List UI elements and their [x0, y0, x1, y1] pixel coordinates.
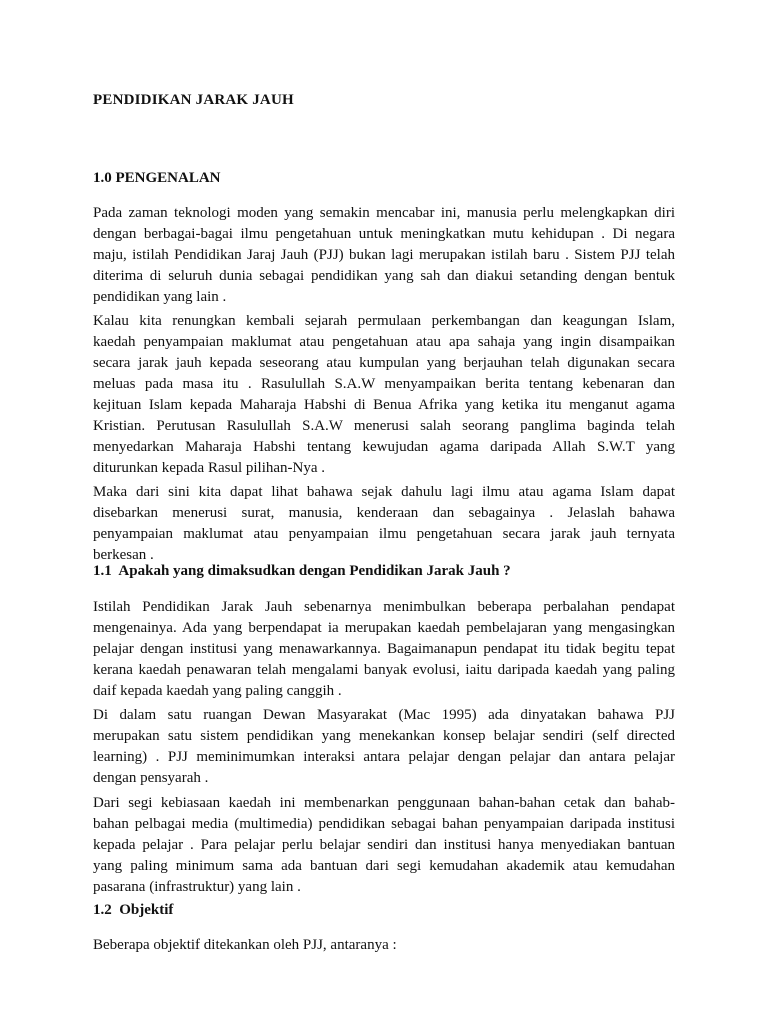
text-line: mengenainya. Ada yang berpendapat ia merupakan kaedah pembelajaran yang mengasingkan	[93, 620, 675, 636]
text-line: pelajar dengan institusi yang menawarkannya. Bagaimanapun pendapat itu tidak begitu tepat	[93, 641, 675, 657]
text-line: berkesan .	[93, 547, 154, 563]
paragraph-intro-2	[93, 311, 675, 479]
text-line: kaedah penyampaian maklumat atau pengetahuan atau apa sahaja yang ingin disampaikan	[93, 334, 675, 350]
paragraph-intro-3	[93, 482, 675, 566]
text-line: Di dalam satu ruangan Dewan Masyarakat (Mac 1995) ada dinyatakan bahawa PJJ	[93, 707, 675, 723]
paragraph-definition-3	[93, 793, 675, 898]
text-line: dengan pensyarah .	[93, 770, 209, 786]
text-line: diterima di seluruh dunia sebagai pendidikan yang sah dan diakui setanding dengan bentuk	[93, 268, 675, 284]
text-line: dengan berbagai-bagai ilmu pengetahuan untuk meningkatkan mutu kehidupan . Di negara	[93, 226, 675, 242]
paragraph-intro-1	[93, 203, 675, 308]
text-line: bahan pelbagai media (multimedia) pendidikan sebagai bahan penyampaian daripada institusi	[93, 816, 675, 832]
text-line: Beberapa objektif ditekankan oleh PJJ, antaranya :	[93, 937, 397, 953]
section-heading-1-1: 1.1 Apakah yang dimaksudkan dengan Pendidikan Jarak Jauh ?	[93, 563, 511, 579]
text-line: menyedarkan Maharaja Habshi tentang kewujudan agama daripada Allah S.W.T yang	[93, 439, 675, 455]
text-line: Kalau kita renungkan kembali sejarah permulaan perkembangan dan keagungan Islam,	[93, 313, 675, 329]
text-line: merupakan satu sistem pendidikan yang menekankan konsep belajar sendiri (self directed	[93, 728, 675, 744]
section-heading-1-2: 1.2 Objektif	[93, 902, 174, 918]
document-title: PENDIDIKAN JARAK JAUH	[93, 92, 294, 108]
text-line: diturunkan kepada Rasul pilihan-Nya .	[93, 460, 326, 476]
text-line: daif kepada kaedah yang paling canggih .	[93, 683, 342, 699]
text-line: Kristian. Perutusan Rasulullah S.A.W menerusi salah seorang panglima baginda telah	[93, 418, 675, 434]
text-line: yang paling minimum sama ada bantuan dari segi kemudahan akademik atau kemudahan	[93, 858, 675, 874]
text-line: learning) . PJJ meminimumkan interaksi antara pelajar dengan pelajar dan antara pelajar	[93, 749, 675, 765]
text-line: kerana kaedah penawaran telah mengalami banyak evolusi, iaitu daripada kaedah yang paling	[93, 662, 675, 678]
text-line: maju, istilah Pendidikan Jaraj Jauh (PJJ) bukan lagi merupakan istilah baru . Sistem PJJ telah	[93, 247, 675, 263]
text-line: Istilah Pendidikan Jarak Jauh sebenarnya menimbulkan beberapa perbalahan pendapat	[93, 599, 675, 615]
text-line: meluas pada masa itu . Rasulullah S.A.W menyampaikan berita tentang kebenaran dan	[93, 376, 675, 392]
text-line: kepada pelajar . Para pelajar perlu belajar sendiri dan institusi hanya menyediakan bantuan	[93, 837, 675, 853]
paragraph-definition-1	[93, 597, 675, 702]
section-heading-pengenalan: 1.0 PENGENALAN	[93, 170, 221, 186]
paragraph-definition-2	[93, 705, 675, 789]
text-line: kejituan Islam kepada Maharaja Habshi di Benua Afrika yang ketika itu menganut agama	[93, 397, 675, 413]
text-line: secara jarak jauh kepada seseorang atau kumpulan yang berjauhan telah digunakan secara	[93, 355, 675, 371]
text-line: penyampaian maklumat atau penyampaian ilmu pengetahuan secara jarak jauh ternyata	[93, 526, 675, 542]
paragraph-objectives-intro	[93, 935, 675, 956]
text-line: Pada zaman teknologi moden yang semakin mencabar ini, manusia perlu melengkapkan diri	[93, 205, 675, 221]
text-line: disebarkan menerusi surat, manusia, kenderaan dan sebagainya . Jelaslah bahawa	[93, 505, 675, 521]
text-line: Maka dari sini kita dapat lihat bahawa sejak dahulu lagi ilmu atau agama Islam dapat	[93, 484, 675, 500]
text-line: pendidikan yang lain .	[93, 289, 227, 305]
text-line: pasarana (infrastruktur) yang lain .	[93, 879, 301, 895]
text-line: Dari segi kebiasaan kaedah ini membenarkan penggunaan bahan-bahan cetak dan bahab-	[93, 795, 675, 811]
